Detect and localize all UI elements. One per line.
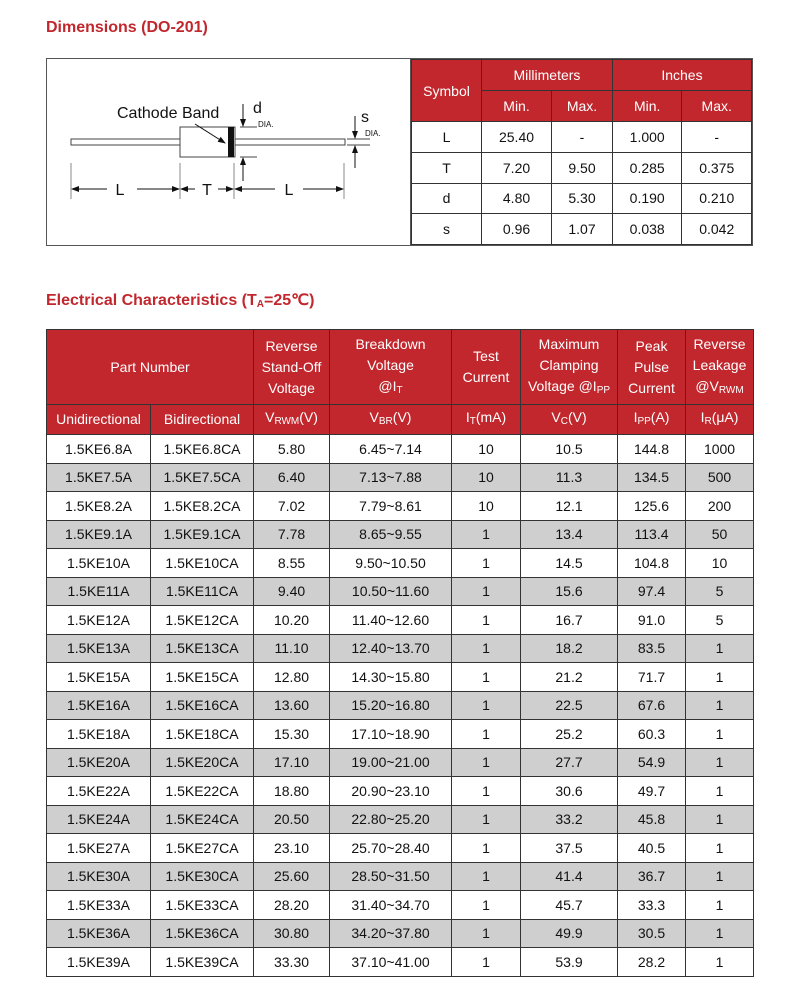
ir-unit-header [686,405,754,435]
cell-it: 1 [452,549,521,578]
header-text: Clamping [539,356,599,373]
cell-uni: 1.5KE30A [47,862,151,891]
d-dia-label: DIA. [258,120,274,129]
cell-vc: 33.2 [521,805,618,834]
cell-vrwm: 6.40 [254,463,330,492]
header-text: Peak [635,337,668,354]
header-text: Pulse [634,358,670,375]
cathode-band [228,127,234,157]
part-row [47,834,754,863]
cell-it: 1 [452,948,521,977]
cell-vbr: 7.79~8.61 [330,492,452,521]
cell-ipp: 125.6 [618,492,686,521]
cell-bi: 1.5KE8.2CA [151,492,254,521]
dimension-row [412,122,752,153]
header-text: (A) [650,409,670,425]
header-text: R [704,416,712,427]
right-lead [235,139,345,145]
part-row [47,577,754,606]
cell-ipp: 67.6 [618,691,686,720]
cell-ir: 500 [686,463,754,492]
cell-ipp: 144.8 [618,435,686,464]
cell-bi: 1.5KE10CA [151,549,254,578]
dimension-cell-in-min: 1.000 [612,122,682,153]
cell-bi: 1.5KE6.8CA [151,435,254,464]
cell-vbr: 37.10~41.00 [330,948,452,977]
cell-ir: 1 [686,691,754,720]
cell-uni: 1.5KE39A [47,948,151,977]
cell-ipp: 30.5 [618,919,686,948]
cell-vbr: 10.50~11.60 [330,577,452,606]
cell-vc: 49.9 [521,919,618,948]
cell-vrwm: 9.40 [254,577,330,606]
cell-it: 1 [452,577,521,606]
cell-uni: 1.5KE10A [47,549,151,578]
cell-bi: 1.5KE13CA [151,634,254,663]
part-row [47,862,754,891]
ipp-header [618,330,686,405]
cell-ir: 1 [686,805,754,834]
cell-vbr: 34.20~37.80 [330,919,452,948]
ipp-unit-header [618,405,686,435]
cell-uni: 1.5KE11A [47,577,151,606]
cell-ir: 1 [686,777,754,806]
cell-vrwm: 7.02 [254,492,330,521]
header-text: Voltage @I [527,377,597,394]
cell-vrwm: 15.30 [254,720,330,749]
header-text: @I [378,377,397,394]
symbol-header: Symbol [412,60,482,122]
cell-vbr: 28.50~31.50 [330,862,452,891]
cell-bi: 1.5KE9.1CA [151,520,254,549]
cell-ir: 1 [686,834,754,863]
cell-bi: 1.5KE33CA [151,891,254,920]
cell-vc: 30.6 [521,777,618,806]
t-label: T [202,182,212,199]
cell-vbr: 12.40~13.70 [330,634,452,663]
header-text: (mA) [475,409,507,425]
unidirectional-header: Unidirectional [47,405,151,435]
dimension-cell-in-min: 0.190 [612,183,682,214]
cell-it: 1 [452,805,521,834]
part-row [47,492,754,521]
cell-bi: 1.5KE20CA [151,748,254,777]
cell-uni: 1.5KE16A [47,691,151,720]
cell-uni: 1.5KE6.8A [47,435,151,464]
header-text: C [560,416,568,427]
cell-vc: 22.5 [521,691,618,720]
cell-vrwm: 20.50 [254,805,330,834]
cell-ipp: 104.8 [618,549,686,578]
package-diagram [47,59,411,245]
part-row [47,663,754,692]
cell-ir: 5 [686,606,754,635]
cell-ir: 1 [686,663,754,692]
dimension-cell-in-max: 0.042 [682,214,752,245]
cell-bi: 1.5KE30CA [151,862,254,891]
header-text: PP [596,384,611,396]
header-text: Leakage [692,356,747,373]
cell-vc: 14.5 [521,549,618,578]
part-row [47,891,754,920]
cell-uni: 1.5KE12A [47,606,151,635]
cell-vrwm: 10.20 [254,606,330,635]
cell-uni: 1.5KE18A [47,720,151,749]
dimension-cell-in-max: - [682,122,752,153]
cell-ir: 5 [686,577,754,606]
cell-ipp: 33.3 [618,891,686,920]
vc-header [521,330,618,405]
cell-it: 1 [452,919,521,948]
in-max-header: Max. [682,91,752,122]
header-text: Breakdown [355,335,426,352]
bidirectional-header: Bidirectional [151,405,254,435]
part-row [47,948,754,977]
electrical-characteristics-table [46,329,754,977]
header-text: RWM [718,384,744,396]
cell-it: 1 [452,520,521,549]
cell-it: 10 [452,463,521,492]
cell-vbr: 9.50~10.50 [330,549,452,578]
cell-vc: 15.6 [521,577,618,606]
cell-vbr: 17.10~18.90 [330,720,452,749]
dimension-cell-in-min: 0.285 [612,152,682,183]
cell-uni: 1.5KE22A [47,777,151,806]
cell-ipp: 134.5 [618,463,686,492]
dimension-row [412,152,752,183]
vrwm-header [254,330,330,405]
dimension-cell-in-min: 0.038 [612,214,682,245]
header-text: PP [637,416,651,427]
cell-ipp: 97.4 [618,577,686,606]
cell-vc: 18.2 [521,634,618,663]
dimension-cell-mm-max: - [552,122,613,153]
header-text: Voltage [367,356,414,373]
cell-bi: 1.5KE12CA [151,606,254,635]
cell-ir: 200 [686,492,754,521]
cell-it: 1 [452,891,521,920]
d-label: d [253,100,262,117]
cell-uni: 1.5KE24A [47,805,151,834]
header-text: (V) [392,409,412,425]
part-row [47,805,754,834]
s-dia-label: DIA. [365,129,381,138]
cell-ir: 50 [686,520,754,549]
cell-vrwm: 23.10 [254,834,330,863]
cell-vc: 53.9 [521,948,618,977]
cell-ipp: 36.7 [618,862,686,891]
part-row [47,435,754,464]
dimension-cell-in-max: 0.210 [682,183,752,214]
cell-vc: 45.7 [521,891,618,920]
cell-it: 1 [452,691,521,720]
part-row [47,549,754,578]
cell-it: 1 [452,720,521,749]
cell-vbr: 11.40~12.60 [330,606,452,635]
cell-ir: 1 [686,862,754,891]
cell-bi: 1.5KE36CA [151,919,254,948]
header-text: I [633,409,638,425]
electrical-title-suffix: =25℃) [264,292,315,309]
part-row [47,606,754,635]
millimeters-header: Millimeters [482,60,613,91]
cell-ipp: 60.3 [618,720,686,749]
cell-vc: 13.4 [521,520,618,549]
header-text: RWM [274,416,300,427]
cell-ipp: 45.8 [618,805,686,834]
cell-vbr: 15.20~16.80 [330,691,452,720]
cell-ir: 1 [686,891,754,920]
mm-max-header: Max. [552,91,613,122]
cell-ir: 1 [686,720,754,749]
cell-vrwm: 5.80 [254,435,330,464]
vbr-unit-header [330,405,452,435]
cell-vc: 27.7 [521,748,618,777]
header-text: T [396,384,403,396]
cell-bi: 1.5KE22CA [151,777,254,806]
header-text: Voltage [268,379,315,396]
part-row [47,520,754,549]
ir-header [686,330,754,405]
electrical-title [46,290,314,310]
cell-vbr: 25.70~28.40 [330,834,452,863]
electrical-title-prefix: Electrical Characteristics (T [46,292,257,309]
cathode-band-label: Cathode Band [117,105,220,122]
header-text: Current [628,379,675,396]
cell-uni: 1.5KE20A [47,748,151,777]
cell-vbr: 20.90~23.10 [330,777,452,806]
dimension-row [412,214,752,245]
dimension-cell-mm-min: 0.96 [482,214,552,245]
dimension-cell-mm-min: 4.80 [482,183,552,214]
it-unit-header [452,405,521,435]
header-text: BR [378,416,393,427]
inches-header: Inches [612,60,751,91]
cell-bi: 1.5KE18CA [151,720,254,749]
it-header [452,330,521,405]
cell-it: 1 [452,777,521,806]
header-text: I [700,409,705,425]
part-row [47,691,754,720]
cell-vbr: 22.80~25.20 [330,805,452,834]
cell-vrwm: 28.20 [254,891,330,920]
header-text: Stand-Off [261,358,322,375]
cell-vrwm: 12.80 [254,663,330,692]
cell-it: 1 [452,862,521,891]
l-left-label: L [115,182,125,199]
cell-vbr: 14.30~15.80 [330,663,452,692]
cell-vc: 16.7 [521,606,618,635]
header-text: (μA) [711,409,739,425]
header-text: I [465,409,470,425]
dimension-cell-symbol: s [412,214,482,245]
electrical-title-sub: A [256,299,264,310]
cell-bi: 1.5KE27CA [151,834,254,863]
mm-min-header: Min. [482,91,552,122]
cell-vbr: 6.45~7.14 [330,435,452,464]
dimension-cell-in-max: 0.375 [682,152,752,183]
cell-vrwm: 7.78 [254,520,330,549]
cell-vrwm: 8.55 [254,549,330,578]
cell-vc: 41.4 [521,862,618,891]
cell-it: 10 [452,492,521,521]
header-text: Reverse [693,335,746,352]
cell-ipp: 113.4 [618,520,686,549]
part-number-header: Part Number [47,330,254,405]
cell-vbr: 8.65~9.55 [330,520,452,549]
dimensions-panel [46,58,753,246]
header-text: Test [473,348,499,364]
cell-ir: 1 [686,748,754,777]
cell-ir: 1 [686,948,754,977]
cell-uni: 1.5KE27A [47,834,151,863]
header-text: Reverse [265,337,318,354]
cell-ir: 1 [686,919,754,948]
l-right-label: L [284,182,294,199]
vrwm-unit-header [254,405,330,435]
cell-uni: 1.5KE7.5A [47,463,151,492]
cell-bi: 1.5KE39CA [151,948,254,977]
cell-ir: 1 [686,634,754,663]
cell-vc: 25.2 [521,720,618,749]
do201-outline-drawing [47,59,411,247]
left-lead [71,139,181,145]
cell-bi: 1.5KE24CA [151,805,254,834]
cell-vrwm: 17.10 [254,748,330,777]
cell-vrwm: 13.60 [254,691,330,720]
cell-it: 10 [452,435,521,464]
cell-vc: 11.3 [521,463,618,492]
cell-vrwm: 33.30 [254,948,330,977]
cell-it: 1 [452,606,521,635]
part-row [47,777,754,806]
cell-uni: 1.5KE13A [47,634,151,663]
part-row [47,748,754,777]
cell-vrwm: 18.80 [254,777,330,806]
part-row [47,634,754,663]
dimension-cell-mm-max: 5.30 [552,183,613,214]
vbr-header [330,330,452,405]
cell-bi: 1.5KE7.5CA [151,463,254,492]
dimension-cell-mm-min: 7.20 [482,152,552,183]
cell-vrwm: 25.60 [254,862,330,891]
header-text: @V [695,377,719,394]
cell-uni: 1.5KE8.2A [47,492,151,521]
cell-vbr: 31.40~34.70 [330,891,452,920]
header-text: V [551,409,561,425]
dimensions-table [411,59,752,245]
cell-uni: 1.5KE36A [47,919,151,948]
cell-it: 1 [452,748,521,777]
dimension-cell-symbol: T [412,152,482,183]
dimension-cell-mm-min: 25.40 [482,122,552,153]
cell-it: 1 [452,663,521,692]
cell-ipp: 28.2 [618,948,686,977]
part-row [47,463,754,492]
dimension-cell-mm-max: 1.07 [552,214,613,245]
header-text: V [369,409,379,425]
cell-ir: 1000 [686,435,754,464]
cell-ipp: 54.9 [618,748,686,777]
vc-unit-header [521,405,618,435]
cell-it: 1 [452,634,521,663]
header-text: T [469,416,476,427]
header-text: V [265,409,275,425]
cell-vbr: 19.00~21.00 [330,748,452,777]
cell-bi: 1.5KE11CA [151,577,254,606]
dimension-cell-symbol: L [412,122,482,153]
cell-vc: 37.5 [521,834,618,863]
cell-uni: 1.5KE9.1A [47,520,151,549]
cell-ipp: 49.7 [618,777,686,806]
cell-vc: 10.5 [521,435,618,464]
header-text: Maximum [538,335,600,352]
header-text: Current [462,369,510,385]
cell-vrwm: 30.80 [254,919,330,948]
cell-ipp: 40.5 [618,834,686,863]
cell-ipp: 71.7 [618,663,686,692]
cell-vrwm: 11.10 [254,634,330,663]
s-label: s [361,109,369,126]
cell-vc: 21.2 [521,663,618,692]
header-text: (V) [567,409,587,425]
cell-vbr: 7.13~7.88 [330,463,452,492]
cell-uni: 1.5KE33A [47,891,151,920]
cell-ir: 10 [686,549,754,578]
dimensions-title: Dimensions (DO-201) [46,19,208,36]
in-min-header: Min. [612,91,682,122]
cell-vc: 12.1 [521,492,618,521]
cell-ipp: 91.0 [618,606,686,635]
part-row [47,720,754,749]
dimension-cell-symbol: d [412,183,482,214]
cell-uni: 1.5KE15A [47,663,151,692]
cell-bi: 1.5KE16CA [151,691,254,720]
dimension-row [412,183,752,214]
header-text: (V) [299,409,318,425]
cell-ipp: 83.5 [618,634,686,663]
dimension-cell-mm-max: 9.50 [552,152,613,183]
cell-bi: 1.5KE15CA [151,663,254,692]
part-row [47,919,754,948]
cell-it: 1 [452,834,521,863]
